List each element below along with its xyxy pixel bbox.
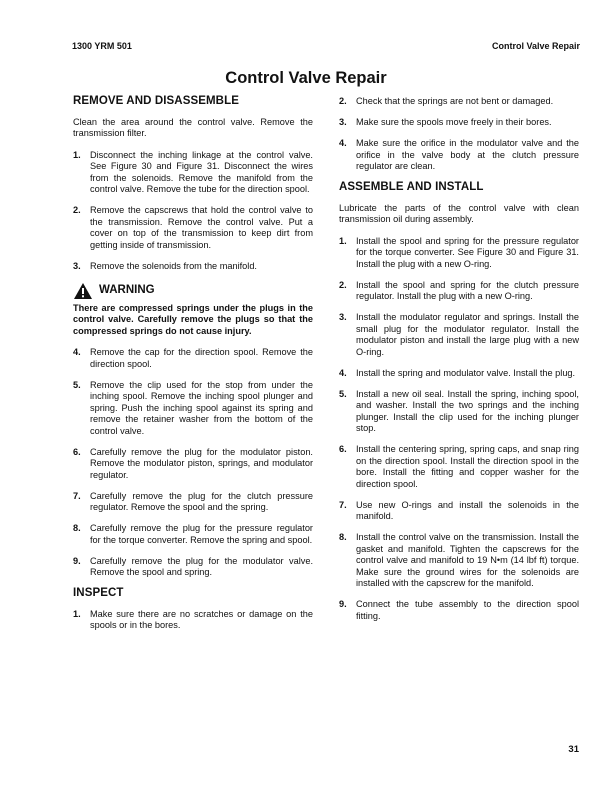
step-text: Carefully remove the plug for the modulator valve. Remove the spool and spring. <box>90 555 313 577</box>
list-item <box>73 491 313 514</box>
list-item <box>73 380 313 438</box>
section-title-assemble: ASSEMBLE AND INSTALL <box>339 181 484 193</box>
assemble-intro: Lubricate the parts of the control valve with clean transmission oil during assembly. <box>339 202 579 224</box>
list-item <box>339 236 579 271</box>
step-number: 1. <box>73 608 81 619</box>
assemble-steps-list <box>339 236 579 623</box>
list-item <box>339 389 579 435</box>
list-item <box>73 447 313 482</box>
list-item <box>339 96 579 108</box>
step-number: 5. <box>73 379 81 390</box>
step-text: Install the spool and spring for the pressure regulator for the torque converter. See Figure 30 and Figure 31. Install the plug with a new O-ring. <box>356 235 579 269</box>
step-text: Install the control valve on the transmission. Install the gasket and manifold. Tighten the capscrews for the control valve and manifold to 19 N•m (14 lbf ft) torque. Make sure the ground wires for the solenoids are installed with the capscrew for the manifold. <box>356 532 579 588</box>
remove-intro: Clean the area around the control valve. Remove the transmission filter. <box>73 116 313 138</box>
step-number: 2. <box>73 205 81 215</box>
step-text: Remove the clip used for the stop from under the inching spool. Remove the inching spool plunger and spring. Push the inching spool against its spring and remove the retainer washer from the bottom of the control valve. <box>90 379 313 436</box>
step-number: 5. <box>339 388 347 399</box>
left-column <box>73 96 313 641</box>
page-header <box>72 41 580 55</box>
step-number: 4. <box>339 138 347 148</box>
list-item <box>339 117 579 129</box>
page-number: 31 <box>568 744 579 755</box>
section-title-remove: REMOVE AND DISASSEMBLE <box>73 95 239 107</box>
list-item <box>73 523 313 546</box>
page-title: Control Valve Repair <box>225 69 387 87</box>
list-item <box>73 347 313 370</box>
warning-triangle-icon <box>73 282 93 300</box>
step-text: Make sure the orifice in the modulator valve and the orifice in the valve body at the clutch pressure regulator are clean. <box>356 138 579 171</box>
step-text: Remove the capscrews that hold the control valve to the transmission. Remove the control valve. Put a cover on top of the transmission to keep dirt from getting inside of transmission. <box>90 205 313 250</box>
step-text: Remove the cap for the direction spool. Remove the direction spool. <box>90 347 313 369</box>
step-number: 2. <box>339 279 347 290</box>
step-text: Install a new oil seal. Install the spring, inching spool, and washer. Install the two springs and the inching plunger. Install the clip used for the inching plunger stop. <box>356 388 579 433</box>
step-text: Use new O-rings and install the solenoids in the manifold. <box>356 499 579 521</box>
step-text: Install the centering spring, spring caps, and snap ring on the direction spool. Install the direction spool in the bore. Install the fitting and copper washer for the direction spool. <box>356 444 579 489</box>
step-number: 6. <box>73 446 81 457</box>
inspect-steps-list <box>73 609 313 632</box>
list-item <box>73 205 313 251</box>
list-item <box>73 150 313 196</box>
step-text: Carefully remove the plug for the modulator piston. Remove the modulator piston, springs, and modulator regulator. <box>90 446 313 480</box>
step-text: Install the modulator regulator and springs. Install the small plug for the modulator regulator. Install the modulator piston and install the large plug with a new O-ring. <box>356 312 579 357</box>
step-number: 1. <box>339 235 347 246</box>
list-item <box>73 609 313 632</box>
document-id: 1300 YRM 501 <box>72 41 132 51</box>
step-text: Install the spring and modulator valve. Install the plug. <box>356 367 576 378</box>
step-number: 7. <box>73 490 81 501</box>
step-number: 6. <box>339 444 347 454</box>
list-item <box>339 368 579 380</box>
list-item <box>339 312 579 358</box>
step-number: 1. <box>73 149 81 160</box>
step-number: 4. <box>73 347 81 357</box>
step-number: 2. <box>339 96 347 106</box>
step-text: Install the spool and spring for the clutch pressure regulator. Install the plug with a new O-ring. <box>356 279 579 301</box>
step-number: 4. <box>339 367 347 378</box>
list-item <box>339 532 579 590</box>
step-number: 8. <box>73 523 81 533</box>
step-text: Check that the springs are not bent or damaged. <box>356 96 554 106</box>
step-number: 3. <box>339 312 347 322</box>
step-text: Carefully remove the plug for the clutch pressure regulator. Remove the spool and the spring. <box>90 490 313 512</box>
section-title-inspect: INSPECT <box>73 587 124 599</box>
step-number: 3. <box>339 117 347 127</box>
list-item <box>339 280 579 303</box>
list-item <box>339 138 579 173</box>
step-text: Connect the tube assembly to the direction spool fitting. <box>356 599 579 621</box>
running-header-title: Control Valve Repair <box>491 41 580 51</box>
inspect-steps-list-continued <box>339 96 579 173</box>
step-text: Make sure there are no scratches or damage on the spools or in the bores. <box>90 608 313 630</box>
step-number: 3. <box>73 260 81 271</box>
right-column <box>339 96 579 632</box>
step-text: Carefully remove the plug for the pressure regulator for the torque converter. Remove the spring and spool. <box>90 523 313 545</box>
list-item <box>339 444 579 490</box>
step-text: Remove the solenoids from the manifold. <box>90 260 257 271</box>
list-item <box>73 556 313 579</box>
step-number: 7. <box>339 499 347 510</box>
list-item <box>339 599 579 622</box>
warning-heading <box>73 282 313 300</box>
remove-steps-list <box>73 150 313 273</box>
step-text: Make sure the spools move freely in their bores. <box>356 117 552 127</box>
warning-label: WARNING <box>99 283 155 296</box>
step-number: 9. <box>73 555 81 566</box>
step-number: 9. <box>339 599 347 609</box>
warning-text: There are compressed springs under the plugs in the control valve. Carefully remove the plugs so that the compressed springs do not cause injury. <box>73 302 313 336</box>
step-text: Disconnect the inching linkage at the control valve. See Figure 30 and Figure 31. Disconnect the wires from the solenoids. Remove the manifold from the control valve. Remove the tube for the direction spool. <box>90 149 313 194</box>
list-item <box>339 500 579 523</box>
list-item <box>73 261 313 273</box>
remove-steps-list-continued <box>73 347 313 579</box>
step-number: 8. <box>339 532 347 542</box>
